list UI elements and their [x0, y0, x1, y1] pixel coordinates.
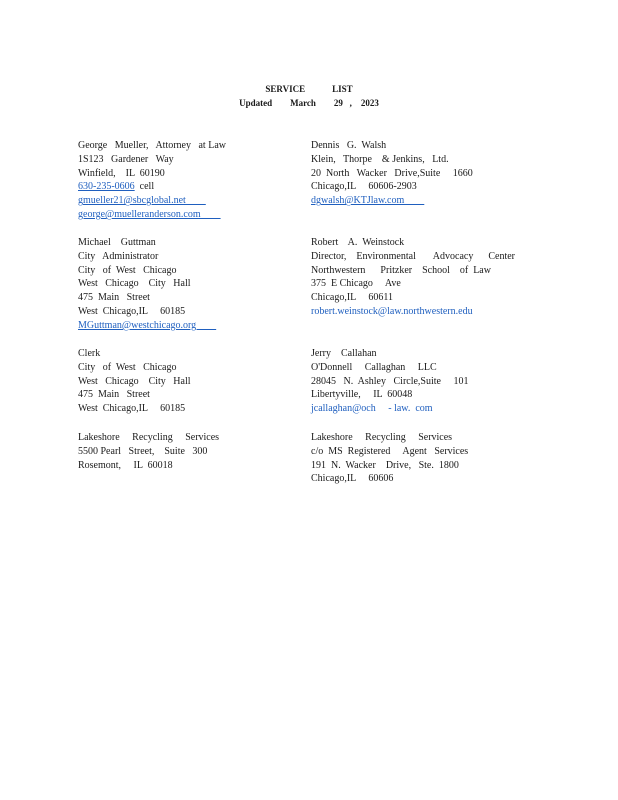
- title-updated: Updated: [239, 98, 273, 108]
- contact-walsh: [311, 139, 541, 208]
- email-link[interactable]: MGuttman@westchicago.org: [78, 319, 217, 331]
- contact-line: 20 North Wacker Drive,Suite 1660: [311, 167, 473, 179]
- contact-line: O'Donnell Callaghan LLC: [311, 361, 437, 373]
- contact-line: Jerry Callahan: [311, 348, 377, 359]
- contact-line: Northwestern Pritzker School of Law: [311, 264, 491, 276]
- contact-guttman: [78, 236, 298, 333]
- contact-weinstock: [311, 236, 541, 319]
- contact-line: Clerk: [78, 348, 101, 359]
- contact-line: Director, Environmental Advocacy Center: [311, 250, 515, 262]
- contact-line: Dennis G. Walsh: [311, 140, 387, 151]
- contact-line: c/o MS Registered Agent Services: [311, 445, 469, 457]
- contact-line: Lakeshore Recycling Services: [311, 432, 453, 443]
- title-line-1: [0, 84, 618, 94]
- title-comma: ,: [349, 98, 352, 108]
- phone-link[interactable]: 630-235-0606: [78, 181, 135, 193]
- title-service: SERVICE: [265, 84, 306, 94]
- contact-line: Lakeshore Recycling Services: [78, 432, 220, 443]
- contact-line: Chicago,IL 60606-2903: [311, 181, 417, 193]
- contact-lakeshore-rosemont: [78, 431, 298, 472]
- contact-line: 375 E Chicago Ave: [311, 278, 401, 290]
- phone-suffix: cell: [134, 181, 155, 193]
- title-line-2: [0, 98, 618, 108]
- contact-mueller: [78, 139, 298, 222]
- contact-line: Libertyville, IL 60048: [311, 389, 413, 401]
- contact-line: West Chicago City Hall: [78, 278, 191, 290]
- title-month: March: [290, 98, 316, 108]
- email-link[interactable]: jcallaghan@och - law. com: [311, 403, 433, 415]
- contact-line: Klein, Thorpe & Jenkins, Ltd.: [311, 153, 449, 165]
- contact-line: Robert A. Weinstock: [311, 237, 405, 248]
- contact-line: Rosemont, IL 60018: [78, 459, 173, 471]
- contact-line: West Chicago City Hall: [78, 375, 191, 387]
- title-list: LIST: [332, 84, 353, 94]
- email-link[interactable]: gmueller21@sbcglobal.net: [78, 195, 206, 207]
- email-link[interactable]: robert.weinstock@law.northwestern.edu: [311, 305, 473, 317]
- contact-line: Chicago,IL 60611: [311, 292, 394, 304]
- contact-line: 475 Main Street: [78, 292, 150, 304]
- email-link[interactable]: dgwalsh@KTJlaw.com: [311, 195, 425, 207]
- contact-line: 191 N. Wacker Drive, Ste. 1800: [311, 459, 459, 471]
- contact-line: West Chicago,IL 60185: [78, 305, 186, 317]
- contact-line: Winfield, IL 60190: [78, 167, 165, 179]
- contact-line: City Administrator: [78, 250, 159, 262]
- email-link[interactable]: george@muelleranderson.com: [78, 208, 221, 220]
- contact-line: 1S123 Gardener Way: [78, 153, 174, 165]
- contact-lakeshore-chicago: [311, 431, 541, 486]
- contact-line: 5500 Pearl Street, Suite 300: [78, 445, 208, 457]
- contact-line: West Chicago,IL 60185: [78, 403, 186, 415]
- contact-line: George Mueller, Attorney at Law: [78, 140, 226, 151]
- phone-line: [78, 180, 298, 194]
- contact-line: City of West Chicago: [78, 361, 177, 373]
- title-day: 29: [333, 98, 343, 108]
- contact-callahan: [311, 347, 541, 416]
- contact-line: 475 Main Street: [78, 389, 150, 401]
- contact-line: Chicago,IL 60606: [311, 473, 394, 485]
- contact-line: 28045 N. Ashley Circle,Suite 101: [311, 375, 469, 387]
- contact-line: City of West Chicago: [78, 264, 177, 276]
- contact-clerk: [78, 347, 298, 416]
- contact-line: Michael Guttman: [78, 237, 156, 248]
- title-year: 2023: [360, 98, 379, 108]
